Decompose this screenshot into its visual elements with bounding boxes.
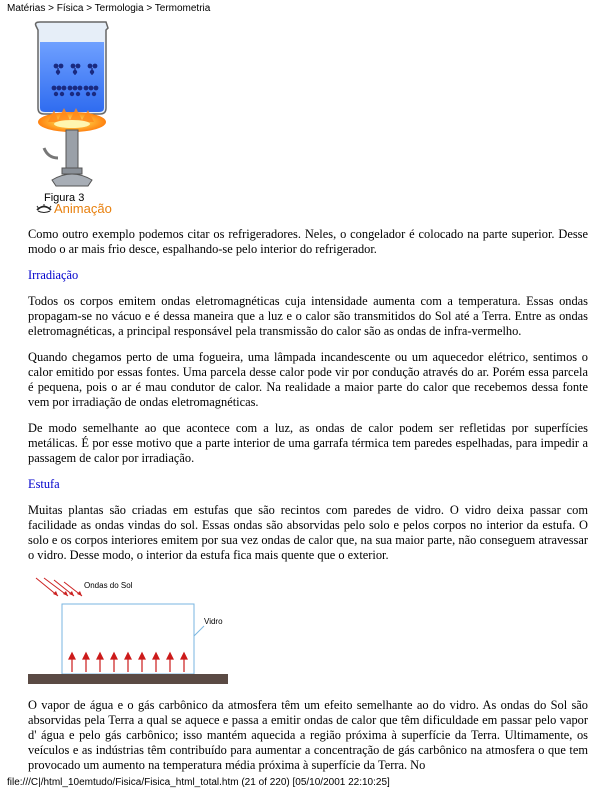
paragraph: Muitas plantas são criadas em estufas que são recintos com paredes de vidro. O vidro deixa passar com facilidade as ondas vindas do sol. Essas ondas são absorvidas pelo solo e pelos corpos no interior da estufa. O solo e os corpos interiores emitem por sua vez ondas de calor que, na sua maior parte, não conseguem atravessar o vidro. Desse modo, o interior da estufa fica mais quente que o exterior. [28,503,588,562]
figure-3-caption: Figura 3 [44,192,85,204]
sun-rays [36,578,82,596]
breadcrumb: Matérias > Física > Termologia > Termometria [7,3,211,14]
page-footer-url: file:///C|/html_10emtudo/Fisica/Fisica_html_total.htm (21 of 220) [05/10/2001 22:10:25] [7,777,390,788]
section-heading-irradiacao: Irradiação [28,268,79,282]
animation-label: Animação [54,201,112,216]
eye-icon [36,204,52,214]
article-body [28,227,588,773]
greenhouse-diagram [28,574,238,686]
figure-3-beaker-illustration [24,18,134,218]
paragraph: De modo semelhante ao que acontece com a luz, as ondas de calor podem ser refletidas por superfícies metálicas. É por esse motivo que a parte interior de uma garrafa térmica tem paredes espelhadas, para impedir a passagem de calor por irradiação. [28,421,588,465]
paragraph: Quando chegamos perto de uma fogueira, uma lâmpada incandescente ou um aquecedor elétrico, sentimos o calor emitido por essas fontes. Uma parcela desse calor pode vir por condução através do ar. Porém essa parcela é pequena, pois o ar é mau condutor de calor. Na realidade a maior parte do calor que recebemos dessa fonte vem por irradiação de ondas eletromagnéticas. [28,350,588,409]
paragraph: O vapor de água e o gás carbônico da atmosfera têm um efeito semelhante ao do vidro. As ondas do Sol são absorvidas pela Terra a qual se aquece e passa a emitir ondas de calor que têm dificuldade em passar pelo vapor d' água e pelo gás carbônico; isso mantém aquecida a região próxima à superfície da Terra. Ultimamente, os veículos e as indústrias têm contribuído para aumentar a concentração de gás carbônico na atmosfera o que tem provocado um aumento na temperatura média próxima à superfície da Terra. No [28,698,588,772]
paragraph: Como outro exemplo podemos citar os refrigeradores. Neles, o congelador é colocado na parte superior. Desse modo o ar mais frio desce, espalhando-se pelo interior do refrigerador. [28,227,588,256]
glass-label: Vidro [204,617,223,626]
ground [28,674,228,684]
animation-link[interactable] [36,201,112,216]
paragraph: Todos os corpos emitem ondas eletromagnéticas cuja intensidade aumenta com a temperatura. Essas ondas propagam-se no vácuo e é dessa maneira que a luz e o calor são transmitidos do Sol até a Terra. Entre as ondas eletromagnéticas, a principal responsável pela transmissão do calor são as ondas de infra-vermelho. [28,294,588,338]
sun-waves-label: Ondas do Sol [84,581,133,590]
heat-arrows [69,653,187,672]
section-heading-estufa: Estufa [28,477,60,491]
